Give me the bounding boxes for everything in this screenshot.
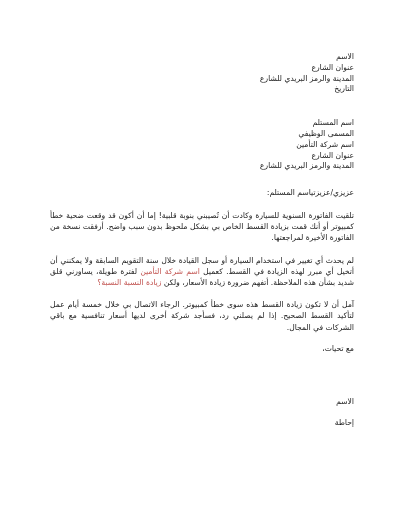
recipient-city-zip: المدينة والرمز البريدي للشارع [259, 161, 354, 171]
increase-percentage-placeholder: زيادة النسبة النسبة؟ [97, 277, 162, 287]
enclosure-note: إحاطة [334, 418, 354, 428]
paragraph-2-text-middle: لفترة طويلة، يساورني قلق شديد بشأن هذه الملاحظة. أتفهم ضرورة زيادة الأسعار، ولكن [50, 266, 354, 287]
paragraph-2-text-start: لم يحدث أي تغيير في استخدام السيارة أو سجل القيادة خلال سنة التقويم السابقة ولا يمكنني أن أتخيل أي مبرر لهذه الزيادة في القسط. كعميل [50, 255, 354, 276]
closing: مع تحيات، [322, 343, 354, 353]
letter-date: التاريخ [334, 84, 354, 94]
sender-city-zip: المدينة والرمز البريدي للشارع [259, 73, 354, 83]
signature-name: الاسم [336, 396, 354, 406]
insurance-company-placeholder: اسم شركة التأمين [140, 266, 200, 276]
greeting: عزيزي/عزيزتياسم المستلم: [266, 188, 354, 198]
recipient-title: المسمى الوظيفي [298, 128, 354, 138]
sender-street: عنوان الشارع [311, 62, 354, 72]
recipient-company: اسم شركة التأمين [296, 139, 354, 149]
body-paragraph-2 [50, 255, 354, 289]
recipient-address-block [50, 118, 354, 172]
body-paragraph-1: تلقيت الفاتورة السنوية للسيارة وكادت أن تُصيبني بنوبة قلبية! إما أن أكون قد وقعت ضحية خطأ كمبيوتر أو أنك قمت بزيادة القسط الخاص بي بشكل ملحوظ بدون سبب واضح. أرفقت نسخة من الفاتورة الأخيرة لمراجعتها. [50, 210, 354, 243]
sender-name: الاسم [336, 52, 354, 61]
body-paragraph-3: آمل أن لا تكون زيادة القسط هذه سوى خطأ كمبيوتر. الرجاء الاتصال بي خلال خمسة أيام عمل لتأكيد القسط الصحيح. إذا لم يصلني رد، فسأجد شركة أخرى لديها أسعار تنافسية مع باقي الشركات في المجال. [50, 300, 354, 332]
sender-address-block [50, 52, 354, 95]
recipient-street: عنوان الشارع [311, 150, 354, 160]
recipient-name: اسم المستلم [312, 118, 354, 128]
